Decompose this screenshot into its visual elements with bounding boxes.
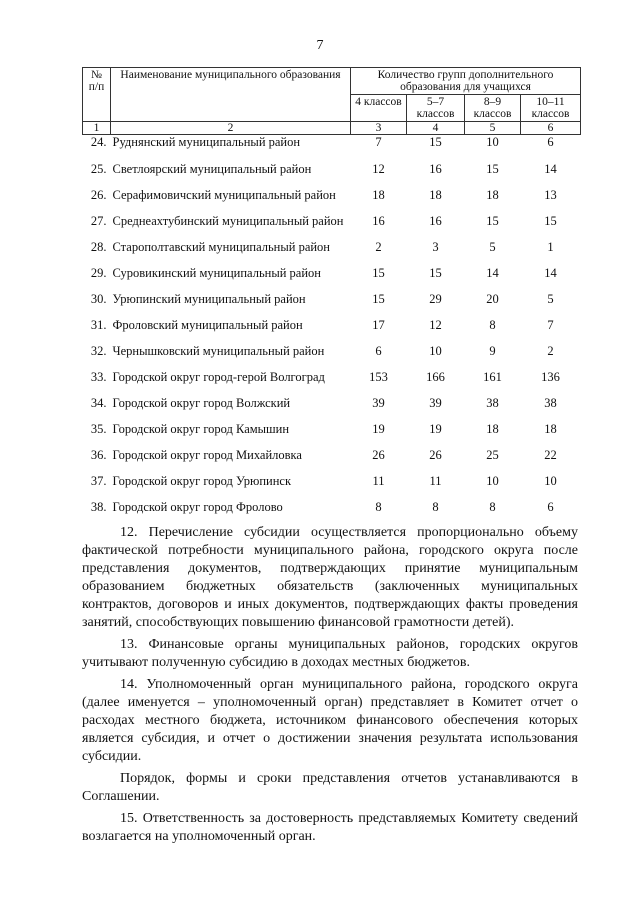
municipality-name: Руднянский муниципальный район: [112, 135, 301, 149]
paragraph: 13. Финансовые органы муниципальных районов, городских округов учитывают полученную субсидию в доходах местных бюджетов.: [82, 637, 578, 670]
value-grade-10-11: 5: [547, 292, 554, 306]
value-grade-8-9: 18: [486, 188, 499, 202]
municipality-name: Городской округ город Волжский: [112, 396, 291, 410]
municipality-name: Серафимовичский муниципальный район: [112, 188, 336, 202]
value-grade-8-9: 20: [486, 292, 499, 306]
column-index: 2: [111, 122, 351, 135]
value-grade-8-9: 14: [486, 266, 499, 280]
row-number: 37.: [90, 474, 107, 488]
table-row: [83, 234, 581, 260]
row-number: 28.: [90, 240, 107, 254]
value-grade-8-9: 5: [489, 240, 496, 254]
paragraph: Порядок, формы и сроки представления отчетов устанавливаются в Соглашении.: [82, 771, 578, 804]
value-grade-4: 18: [372, 188, 385, 202]
column-index: 1: [83, 122, 111, 135]
table-row: [83, 338, 581, 364]
value-grade-10-11: 22: [544, 448, 557, 462]
table-row: [83, 468, 581, 494]
table-row: [83, 156, 581, 182]
value-grade-5-7: 12: [429, 318, 442, 332]
value-grade-4: 19: [372, 422, 385, 436]
value-grade-5-7: 11: [429, 474, 442, 488]
row-number: 29.: [90, 266, 107, 280]
table-row: [83, 208, 581, 234]
value-grade-5-7: 39: [429, 396, 442, 410]
municipality-name: Городской округ город-герой Волгоград: [112, 370, 325, 384]
municipality-name: Старополтавский муниципальный район: [112, 240, 330, 254]
municipality-name: Чернышковский муниципальный район: [112, 344, 325, 358]
municipality-name: Среднеахтубинский муниципальный район: [112, 214, 344, 228]
municipality-name: Городской округ город Фролово: [112, 500, 283, 514]
table-row: [83, 286, 581, 312]
header-name: Наименование муниципального образования: [111, 68, 351, 122]
municipality-name: Городской округ город Михайловка: [112, 448, 302, 462]
value-grade-8-9: 15: [486, 162, 499, 176]
value-grade-10-11: 38: [544, 396, 557, 410]
row-number: 30.: [90, 292, 107, 306]
row-number: 24.: [90, 135, 107, 149]
table-row: [83, 135, 581, 157]
row-number: 34.: [90, 396, 107, 410]
value-grade-5-7: 18: [429, 188, 442, 202]
value-grade-10-11: 136: [541, 370, 560, 384]
municipality-name: Урюпинский муниципальный район: [112, 292, 306, 306]
value-grade-5-7: 166: [426, 370, 445, 384]
value-grade-4: 2: [375, 240, 382, 254]
value-grade-10-11: 13: [544, 188, 557, 202]
value-grade-5-7: 29: [429, 292, 442, 306]
value-grade-10-11: 18: [544, 422, 557, 436]
value-grade-10-11: 2: [547, 344, 554, 358]
value-grade-8-9: 18: [486, 422, 499, 436]
value-grade-4: 15: [372, 292, 385, 306]
table-row: [83, 182, 581, 208]
value-grade-5-7: 10: [429, 344, 442, 358]
row-number: 35.: [90, 422, 107, 436]
row-number: 36.: [90, 448, 107, 462]
value-grade-5-7: 3: [432, 240, 439, 254]
value-grade-4: 6: [375, 344, 382, 358]
value-grade-4: 8: [375, 500, 382, 514]
row-number: 31.: [90, 318, 107, 332]
table-body: [83, 135, 581, 521]
value-grade-10-11: 10: [544, 474, 557, 488]
municipality-name: Суровикинский муниципальный район: [112, 266, 321, 280]
header-grade-10-11: 10–11 классов: [521, 95, 581, 122]
value-grade-10-11: 14: [544, 266, 557, 280]
value-grade-10-11: 7: [547, 318, 554, 332]
value-grade-8-9: 10: [486, 474, 499, 488]
value-grade-4: 17: [372, 318, 385, 332]
value-grade-4: 16: [372, 214, 385, 228]
value-grade-10-11: 1: [547, 240, 554, 254]
value-grade-5-7: 19: [429, 422, 442, 436]
paragraph: 12. Перечисление субсидии осуществляется пропорционально объему фактической потребности муниципального района, городского округа после представления документов, подтверждающих принятие муниципальным образованием бюджетных обязательств (заключенных муниципальных контрактов, договоров и иных документов, подтверждающих факты проведения занятий, способствующих повышению финансовой грамотности детей).: [82, 525, 578, 630]
value-grade-4: 11: [372, 474, 385, 488]
municipality-name: Городской округ город Урюпинск: [112, 474, 292, 488]
value-grade-8-9: 161: [483, 370, 502, 384]
column-index: 3: [351, 122, 407, 135]
row-number: 33.: [90, 370, 107, 384]
row-number: 25.: [90, 162, 107, 176]
value-grade-5-7: 15: [429, 135, 442, 149]
groups-table: [82, 67, 581, 520]
value-grade-8-9: 8: [489, 318, 496, 332]
value-grade-5-7: 15: [429, 266, 442, 280]
header-grade-4: 4 классов: [351, 95, 407, 122]
value-grade-8-9: 25: [486, 448, 499, 462]
page-number: 7: [316, 38, 324, 53]
value-grade-4: 153: [369, 370, 388, 384]
table-row: [83, 494, 581, 520]
value-grade-5-7: 16: [429, 162, 442, 176]
header-grade-5-7: 5–7 классов: [407, 95, 465, 122]
body-text: [82, 524, 578, 846]
header-num: № п/п: [83, 68, 111, 122]
value-grade-10-11: 15: [544, 214, 557, 228]
paragraph: 15. Ответственность за достоверность представляемых Комитету сведений возлагается на уполномоченный орган.: [82, 811, 578, 844]
value-grade-5-7: 8: [432, 500, 439, 514]
value-grade-4: 26: [372, 448, 385, 462]
column-index: 4: [407, 122, 465, 135]
municipality-name: Городской округ город Камышин: [112, 422, 290, 436]
table-row: [83, 442, 581, 468]
column-index: 5: [465, 122, 521, 135]
value-grade-5-7: 16: [429, 214, 442, 228]
table-row: [83, 260, 581, 286]
municipality-name: Светлоярский муниципальный район: [112, 162, 312, 176]
value-grade-8-9: 15: [486, 214, 499, 228]
value-grade-4: 39: [372, 396, 385, 410]
value-grade-8-9: 10: [486, 135, 499, 149]
paragraph: 14. Уполномоченный орган муниципального района, городского округа (далее именуется – уполномоченный орган) представляет в Комитет отчет о расходах местного бюджета, источником финансового обеспечения которых является субсидия, и отчет о достижении значения результата использования субсидии.: [82, 677, 578, 764]
row-number: 26.: [90, 188, 107, 202]
value-grade-4: 15: [372, 266, 385, 280]
header-grade-8-9: 8–9 классов: [465, 95, 521, 122]
header-groups: Количество групп дополнительного образования для учащихся: [351, 68, 581, 95]
municipality-name: Фроловский муниципальный район: [112, 318, 303, 332]
row-number: 32.: [90, 344, 107, 358]
value-grade-10-11: 6: [547, 135, 554, 149]
value-grade-10-11: 14: [544, 162, 557, 176]
value-grade-5-7: 26: [429, 448, 442, 462]
table-row: [83, 364, 581, 390]
row-number: 27.: [90, 214, 107, 228]
value-grade-4: 7: [375, 135, 382, 149]
value-grade-8-9: 9: [489, 344, 496, 358]
value-grade-8-9: 38: [486, 396, 499, 410]
table-row: [83, 416, 581, 442]
row-number: 38.: [90, 500, 107, 514]
table-row: [83, 390, 581, 416]
value-grade-8-9: 8: [489, 500, 496, 514]
column-index: 6: [521, 122, 581, 135]
value-grade-4: 12: [372, 162, 385, 176]
table-row: [83, 312, 581, 338]
value-grade-10-11: 6: [547, 500, 554, 514]
